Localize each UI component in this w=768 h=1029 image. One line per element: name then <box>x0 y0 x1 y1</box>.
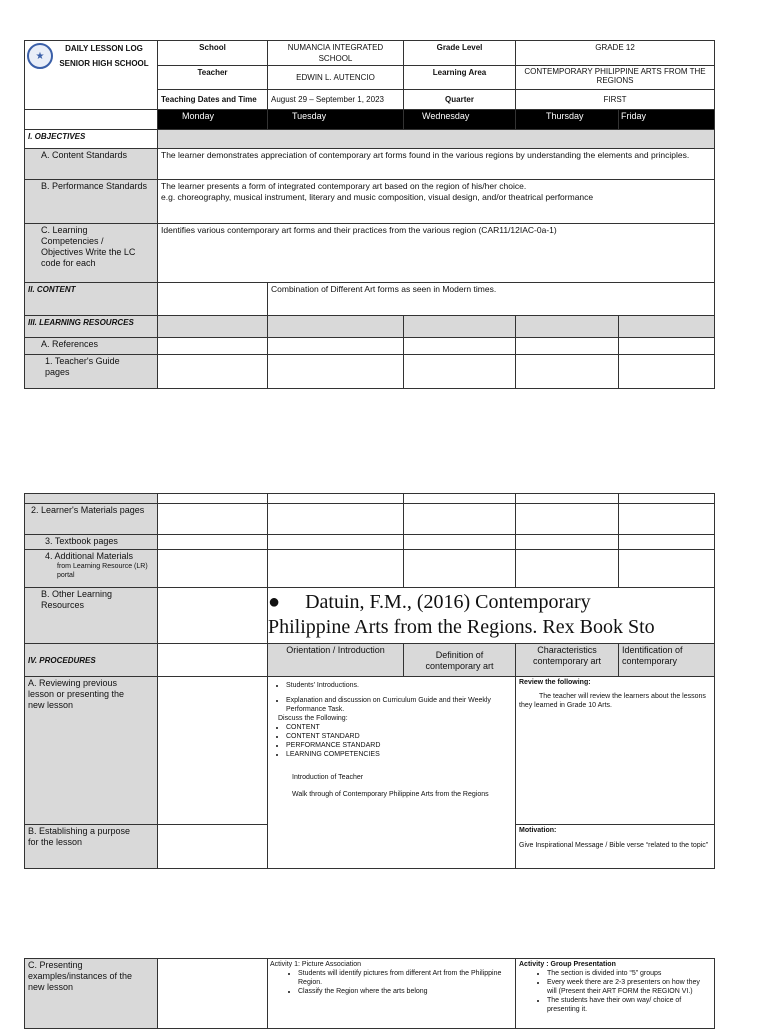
lm-pages-label: 2. Learner's Materials pages <box>25 504 158 535</box>
school-value: NUMANCIA INTEGRATED SCHOOL <box>268 41 404 66</box>
tue-item: • Students' Introductions. <box>286 681 513 690</box>
content-standards-label: A. Content Standards <box>25 149 158 180</box>
day-thursday: Thursday <box>516 110 619 130</box>
tue-list-item: • PERFORMANCE STANDARD <box>286 741 513 750</box>
tue-activity-item: • Classify the Region where the arts belong <box>298 987 513 996</box>
proc-thursday-a <box>516 677 715 825</box>
tue-walk: Walk through of Contemporary Philippine Arts from the Regions <box>292 791 489 798</box>
bullet-icon: ● <box>268 591 281 613</box>
content-standards-text: The learner demonstrates appreciation of contemporary art forms found in the various regions by understanding the elements and principles. <box>158 149 715 180</box>
content-text: Combination of Different Art forms as seen in Modern times. <box>268 283 715 316</box>
area-label: Learning Area <box>404 66 516 90</box>
content-heading: II. CONTENT <box>25 283 158 316</box>
proc-thursday-c <box>516 959 715 1029</box>
proc-tuesday-cell <box>268 677 516 869</box>
dates-value: August 29 – September 1, 2023 <box>268 90 404 110</box>
quarter-label: Quarter <box>404 90 516 110</box>
day-wednesday: Wednesday <box>404 110 516 130</box>
additional-materials-sub: from Learning Resource (LR) portal <box>57 563 148 579</box>
citation-cell <box>268 588 715 644</box>
school-type: SENIOR HIGH SCHOOL <box>59 59 149 68</box>
references-label: A. References <box>25 338 158 355</box>
proc-thursday-b <box>516 825 715 869</box>
additional-materials-cell <box>25 550 158 588</box>
performance-text: The learner presents a form of integrated contemporary art based on the region of his/her choice. <box>161 181 527 191</box>
deped-seal-icon: ★ <box>27 43 53 69</box>
thu-activity-item: • The students have their own way/ choice of presenting it. <box>547 996 711 1014</box>
resources-heading: III. LEARNING RESOURCES <box>25 316 158 338</box>
performance-standards-label: B. Performance Standards <box>25 180 158 224</box>
procedures-heading: IV. PROCEDURES <box>25 644 158 677</box>
objectives-heading: I. OBJECTIVES <box>25 130 158 149</box>
proc-a-label: A. Reviewing previous lesson or presenting the new lesson <box>25 677 158 825</box>
performance-examples: e.g. choreography, musical instrument, literary and music composition, visual design, and/or theatrical performance <box>161 192 594 202</box>
grade-value: GRADE 12 <box>516 41 715 66</box>
competencies-label: C. Learning Competencies / Objectives Write the LC code for each <box>25 224 158 283</box>
tue-activity-title: Activity 1: Picture Association <box>270 961 362 968</box>
grade-label: Grade Level <box>404 41 516 66</box>
proc-c-label: C. Presenting examples/instances of the new lesson <box>25 959 158 1029</box>
other-resources-label: B. Other Learning Resources <box>25 588 158 644</box>
lesson-log-table-1 <box>24 40 715 389</box>
proc-tuesday-c <box>268 959 516 1029</box>
tue-discuss: Discuss the Following: <box>278 715 348 722</box>
school-logo-cell <box>25 41 158 110</box>
thu-activity-item: • The section is divided into “5” groups <box>547 969 711 978</box>
area-value: CONTEMPORARY PHILIPPINE ARTS FROM THE REGIONS <box>516 66 715 90</box>
tue-list-item: • LEARNING COMPETENCIES <box>286 750 513 759</box>
teacher-value: EDWIN L. AUTENCIO <box>268 66 404 90</box>
col-orientation: Orientation / Introduction <box>268 644 404 677</box>
lesson-log-table-3 <box>24 958 715 1029</box>
citation-line-1: ● Datuin, F.M., (2016) Contemporary <box>268 591 591 613</box>
thu-review-title: Review the following: <box>519 679 591 686</box>
additional-materials-label: 4. Additional Materials <box>45 551 134 561</box>
day-monday: Monday <box>158 110 268 130</box>
proc-b-label: B. Establishing a purpose for the lesson <box>25 825 158 869</box>
quarter-value: FIRST <box>516 90 715 110</box>
citation-line-2: Philippine Arts from the Regions. Rex Book Sto <box>268 616 655 638</box>
col-definition: Definition of contemporary art <box>404 644 516 677</box>
thu-activity-title: Activity : Group Presentation <box>519 961 616 968</box>
col-characteristics: Characteristics contemporary art <box>516 644 619 677</box>
tg-pages-label: 1. Teacher's Guide pages <box>25 355 158 389</box>
tue-intro: Introduction of Teacher <box>292 774 364 781</box>
lesson-log-table-2 <box>24 493 715 869</box>
performance-standards-text <box>158 180 715 224</box>
tue-item: • Explanation and discussion on Curriculum Guide and their Weekly Performance Task. <box>286 696 513 714</box>
day-friday: Friday <box>619 110 715 130</box>
teacher-label: Teacher <box>158 66 268 90</box>
school-label: School <box>158 41 268 66</box>
thu-activity-item: • Every week there are 2-3 presenters on how they will (Present their ART FORM the REGION VI.) <box>547 978 711 996</box>
tue-list-item: • CONTENT STANDARD <box>286 732 513 741</box>
tue-list-item: • CONTENT <box>286 723 513 732</box>
day-tuesday: Tuesday <box>268 110 404 130</box>
thu-review-text: The teacher will review the learners about the lessons they learned in Grade 10 Arts. <box>519 693 706 709</box>
thu-motivation-text: Give Inspirational Message / Bible verse “related to the topic” <box>519 842 709 849</box>
thu-motivation-title: Motivation: <box>519 827 557 834</box>
textbook-label: 3. Textbook pages <box>25 535 158 550</box>
log-title: DAILY LESSON LOG <box>65 44 143 53</box>
competencies-text: Identifies various contemporary art forms and their practices from the various region (CAR11/12IAC-0a-1) <box>158 224 715 283</box>
dates-label: Teaching Dates and Time <box>158 90 268 110</box>
tue-activity-item: • Students will identify pictures from different Art from the Philippine Region. <box>298 969 513 987</box>
col-identification: Identification of contemporary <box>619 644 715 677</box>
